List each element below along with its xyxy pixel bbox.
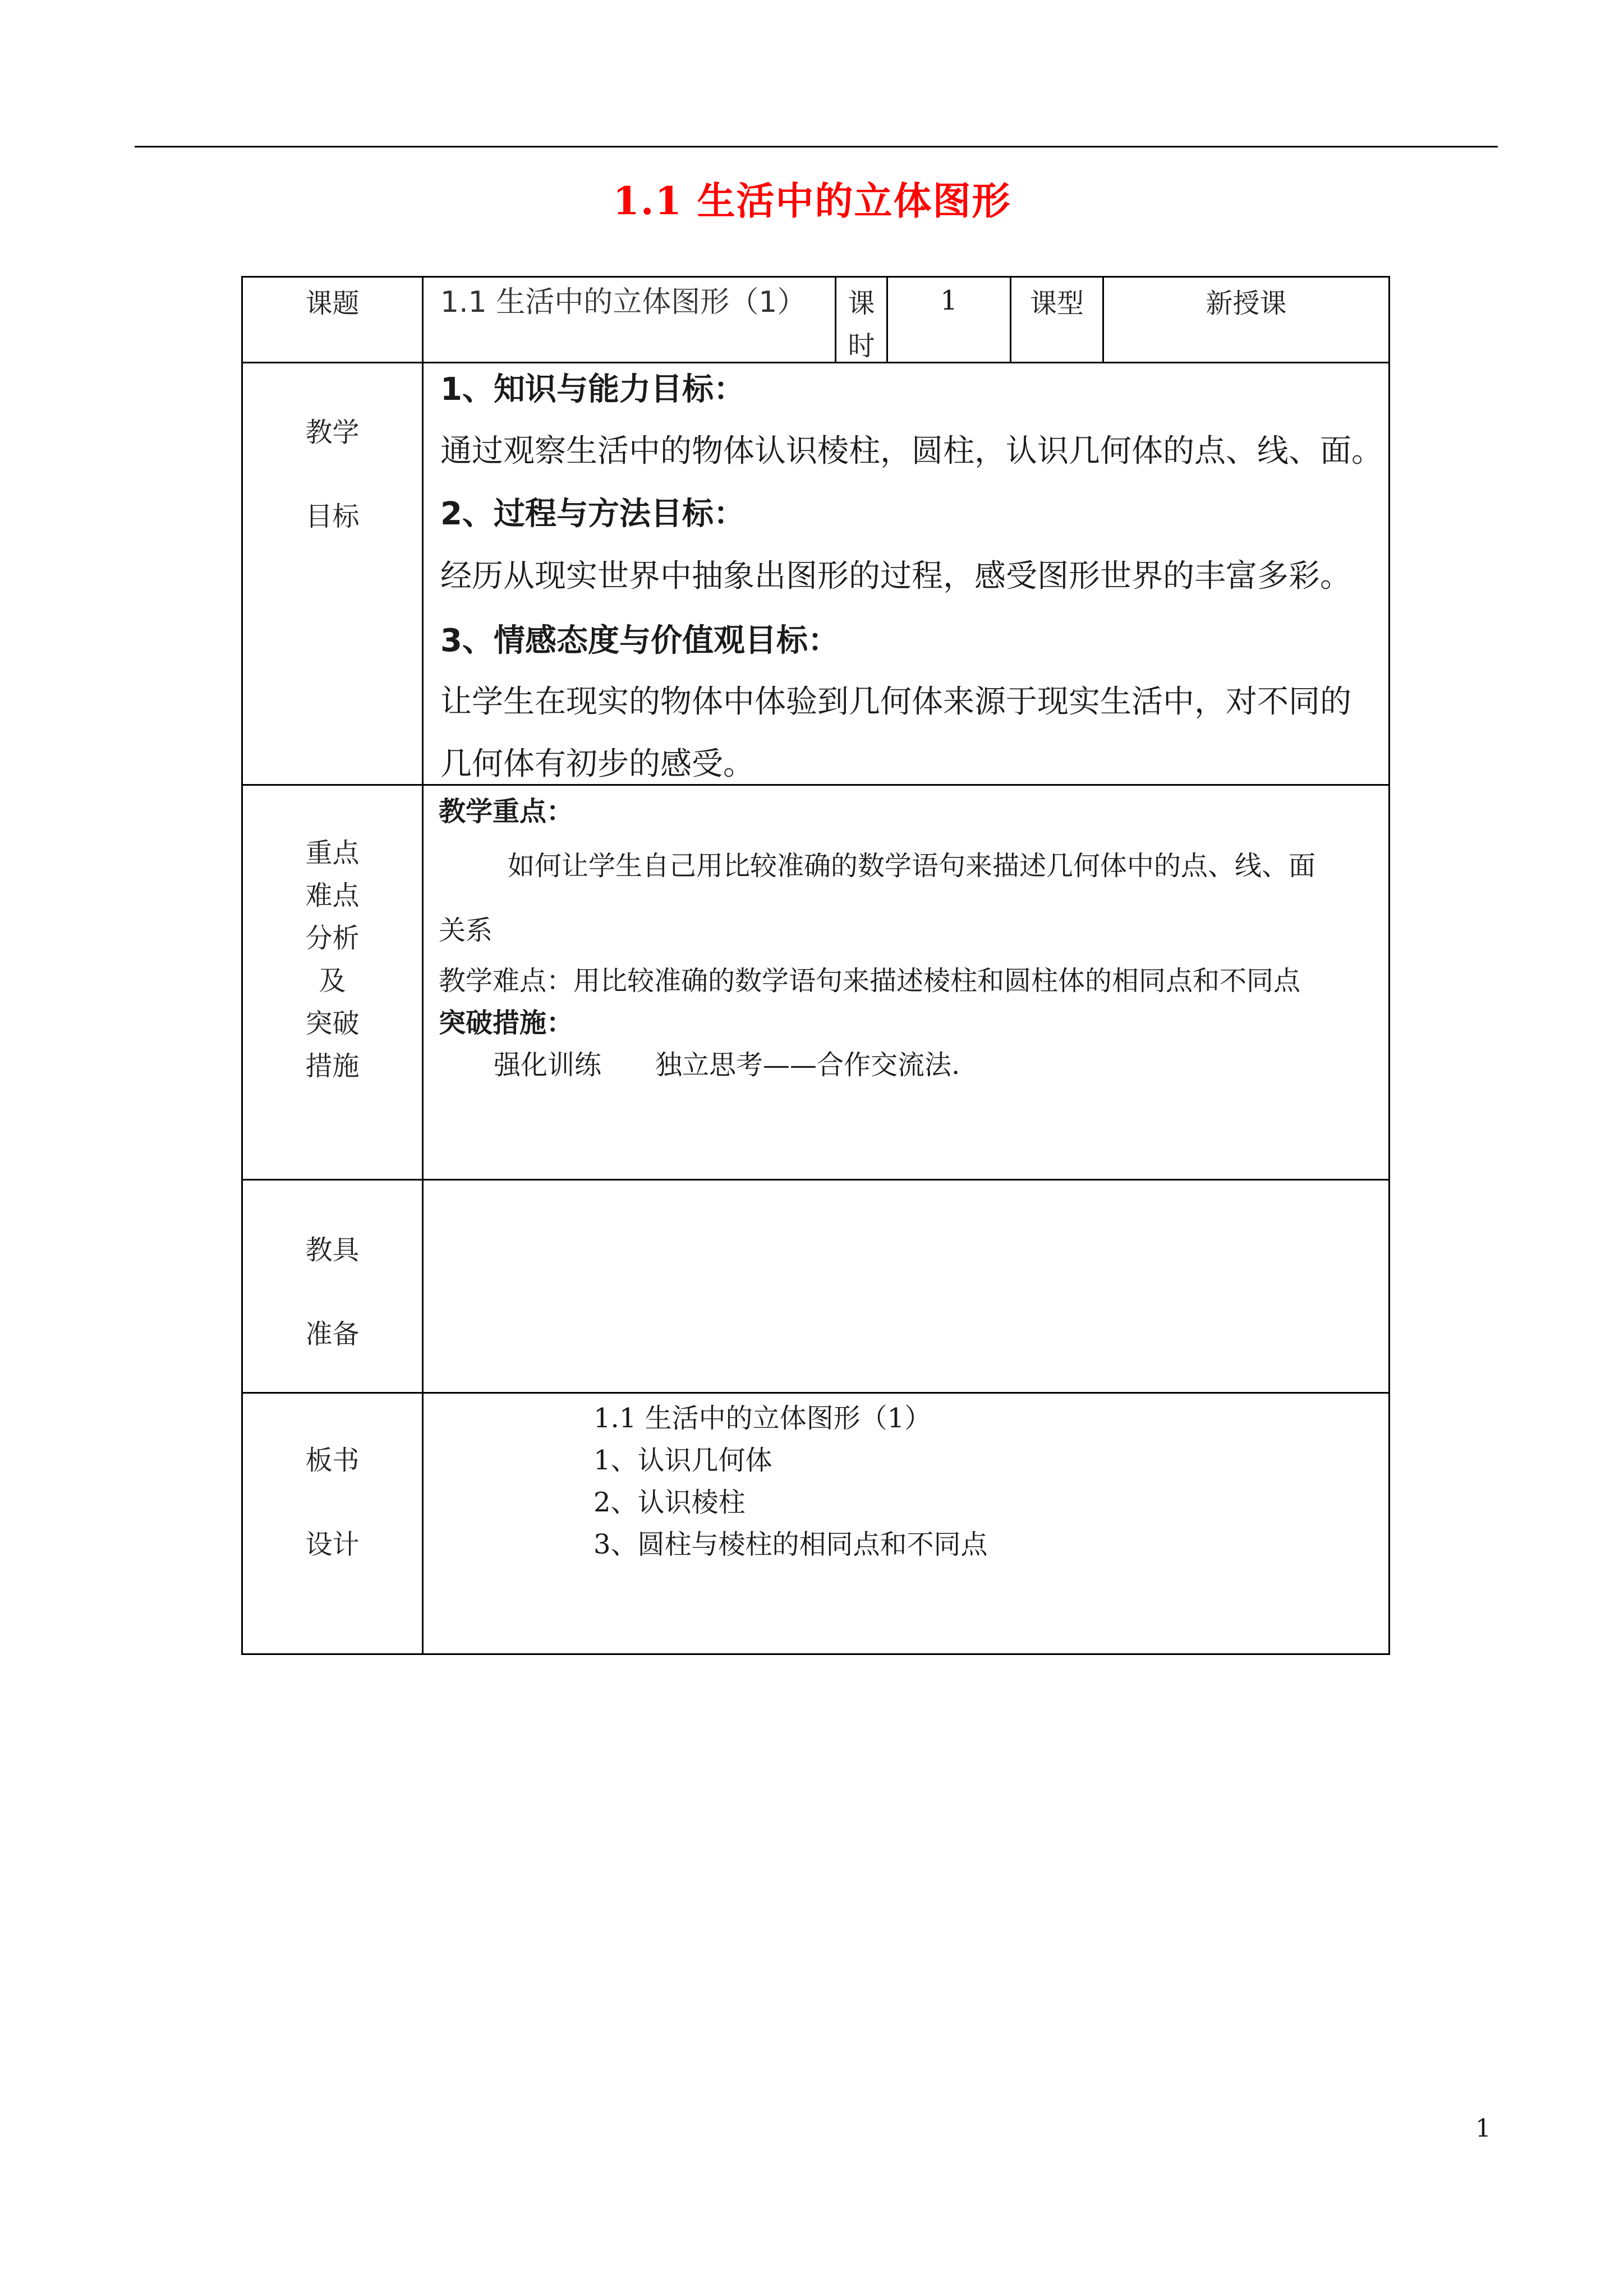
board-label-line1: 板书 [305, 1445, 360, 1476]
board-line: 3、圆柱与棱柱的相同点和不同点 [594, 1529, 988, 1560]
keypoints-label-line: 重点 [305, 837, 360, 869]
hours-label-line2: 时 [848, 330, 875, 362]
hours-value: 1 [940, 285, 958, 316]
board-label-line2: 设计 [305, 1529, 360, 1560]
objective-heading-process: 2、过程与方法目标： [440, 496, 745, 532]
keypoints-label-line: 及 [319, 965, 346, 997]
type-value: 新授课 [1206, 288, 1287, 319]
objective-heading-knowledge: 1、知识与能力目标： [440, 371, 745, 408]
keypoints-label-line: 难点 [305, 880, 360, 911]
table-divider [241, 1179, 1390, 1181]
objectives-label-line2: 目标 [305, 501, 360, 532]
document-title: 1.1 生活中的立体图形 [613, 179, 1011, 224]
hours-label-line1: 课 [848, 288, 875, 319]
tools-label-line2: 准备 [305, 1318, 360, 1350]
topic-value: 1.1 生活中的立体图形（1） [440, 285, 807, 319]
focus-text-line2: 关系 [439, 915, 493, 946]
board-line: 1、认识几何体 [594, 1445, 772, 1476]
objective-text-process: 经历从现实世界中抽象出图形的过程，感受图形世界的丰富多彩。 [440, 558, 1351, 594]
focus-heading: 教学重点： [439, 796, 574, 827]
objective-heading-attitude: 3、情感态度与价值观目标： [440, 623, 839, 659]
measures-text: 强化训练 独立思考——合作交流法. [494, 1049, 960, 1081]
objective-text-attitude-line2: 几何体有初步的感受。 [440, 746, 755, 782]
keypoints-label-line: 措施 [305, 1050, 360, 1082]
tools-label-line1: 教具 [305, 1234, 360, 1266]
page-number: 1 [1475, 2114, 1491, 2143]
focus-text-line1: 如何让学生自己用比较准确的数学语句来描述几何体中的点、线、面 [508, 850, 1316, 882]
difficulty-text: 教学难点：用比较准确的数学语句来描述棱柱和圆柱体的相同点和不同点 [439, 965, 1301, 997]
objectives-label-line1: 教学 [305, 417, 360, 448]
header-rule [135, 146, 1498, 147]
board-line: 1.1 生活中的立体图形（1） [594, 1403, 932, 1434]
keypoints-label-line: 突破 [305, 1008, 360, 1039]
table-divider [241, 784, 1390, 786]
table-border-bottom [241, 1653, 1390, 1655]
objective-text-knowledge: 通过观察生活中的物体认识棱柱，圆柱，认识几何体的点、线、面。 [440, 433, 1383, 469]
objective-text-attitude-line1: 让学生在现实的物体中体验到几何体来源于现实生活中，对不同的 [440, 684, 1351, 720]
table-divider [241, 1392, 1390, 1394]
table-divider [422, 276, 424, 1655]
table-divider [241, 362, 1390, 363]
table-border-right [1388, 276, 1390, 1655]
keypoints-label-line: 分析 [305, 923, 360, 954]
topic-label: 课题 [305, 288, 360, 319]
table-border-top [241, 276, 1390, 278]
measures-heading: 突破措施： [439, 1007, 574, 1039]
board-line: 2、认识棱柱 [594, 1487, 746, 1518]
type-label: 课型 [1029, 288, 1084, 319]
